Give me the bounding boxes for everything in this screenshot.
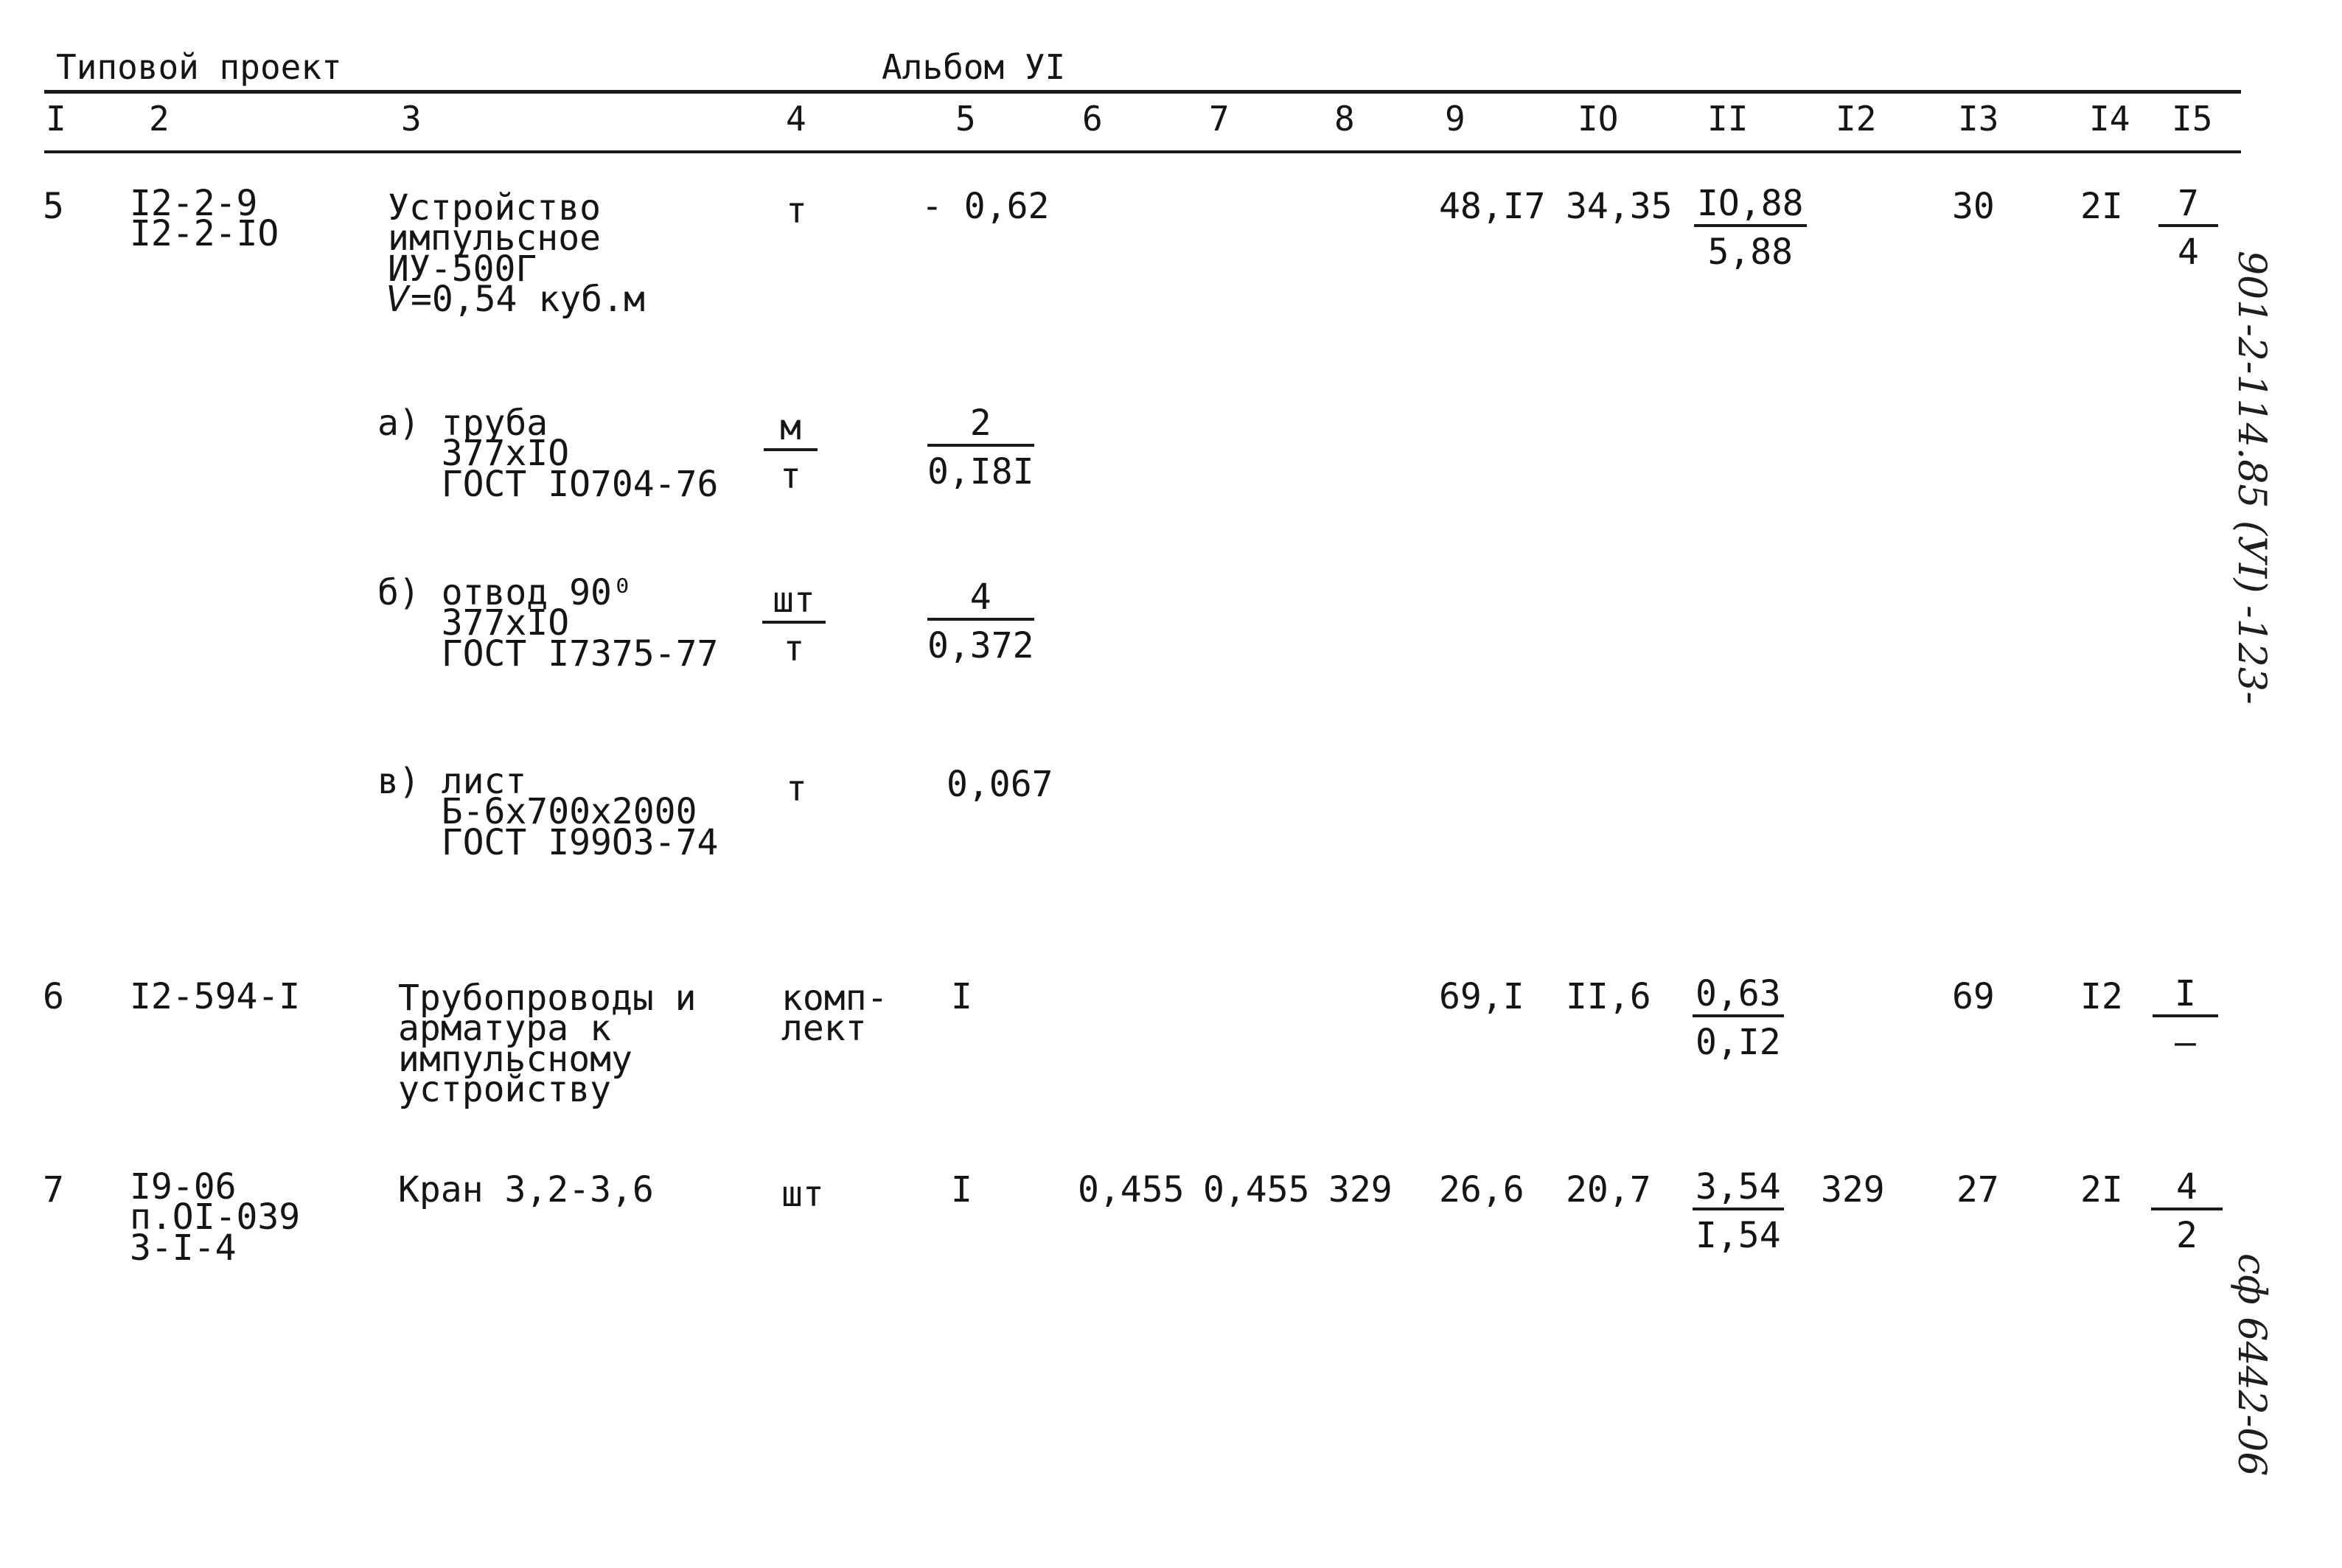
col-4: 4 (786, 99, 806, 139)
item-name: Устройство импульсное ИУ-500Г 𝑉=0,54 куб.м (388, 187, 645, 320)
col7-value: 0,455 (1203, 1169, 1310, 1210)
col15-fraction (2158, 183, 2218, 273)
col-15: I5 (2172, 99, 2213, 139)
col10-value: 20,7 (1566, 1169, 1651, 1210)
col11-numerator: IO,88 (1694, 186, 1807, 227)
header-rule-top (44, 90, 2241, 94)
col15-denominator: 2 (2176, 1215, 2198, 1256)
unit-numerator: шт (762, 582, 826, 624)
col14-value: I2 (2080, 976, 2123, 1017)
col6-value: 0,455 (1078, 1169, 1185, 1210)
col-1: I (46, 99, 66, 139)
col-3: 3 (401, 99, 422, 139)
col9-value: 69,I (1439, 976, 1524, 1017)
quantity: I (951, 1169, 972, 1210)
header-rule-bottom (44, 150, 2241, 153)
col8-value: 329 (1328, 1169, 1393, 1210)
col15-numerator: 7 (2158, 186, 2218, 227)
margin-note-top: 901-2-114.85 (УI) -123- (2229, 251, 2273, 705)
col14-value: 2I (2080, 1169, 2123, 1210)
col12-value: 329 (1821, 1169, 1885, 1210)
col15-fraction (2151, 1166, 2223, 1256)
col15-numerator: I (2153, 976, 2218, 1017)
quantity-denominator: 0,I8I (927, 451, 1034, 492)
col-12: I2 (1836, 99, 1877, 139)
col13-value: 27 (1956, 1169, 1999, 1210)
col11-fraction (1693, 973, 1784, 1063)
sub-item-name: б) отвод 90⁰ 377хIO ГОСТ I7375-77 (377, 572, 719, 675)
col-7: 7 (1209, 99, 1230, 139)
unit-denominator: т (780, 456, 801, 497)
col11-numerator: 3,54 (1693, 1169, 1784, 1210)
col-8: 8 (1334, 99, 1355, 139)
col-10: IO (1578, 99, 1619, 139)
unit: т (786, 190, 807, 231)
col15-numerator: 4 (2151, 1169, 2223, 1210)
sub-item-name: а) труба 377хIO ГОСТ IO704-76 (377, 403, 719, 505)
quantity-numerator: 4 (927, 579, 1034, 621)
project-code: I2-594-I (130, 976, 301, 1017)
col11-denominator: 5,88 (1707, 231, 1794, 273)
col13-value: 30 (1952, 186, 1995, 227)
typical-project-label: Типовой проект (56, 47, 342, 87)
unit: комп- лект (781, 978, 888, 1050)
unit-denominator: т (783, 628, 805, 669)
col-14: I4 (2089, 99, 2130, 139)
quantity-fraction (927, 576, 1034, 666)
item-name: Трубопроводы и арматура к импульсному устройству (398, 978, 697, 1110)
col14-value: 2I (2080, 186, 2123, 227)
col13-value: 69 (1952, 976, 1995, 1017)
col9-value: 48,I7 (1439, 186, 1546, 227)
col10-value: 34,35 (1566, 186, 1673, 227)
col11-fraction (1693, 1166, 1784, 1256)
col9-value: 26,6 (1439, 1169, 1524, 1210)
quantity-numerator: 2 (927, 405, 1034, 447)
row-number: 5 (43, 186, 64, 227)
row-number: 6 (43, 976, 64, 1017)
col15-fraction (2153, 973, 2218, 1063)
col-2: 2 (149, 99, 170, 139)
quantity: I (951, 976, 972, 1017)
project-code: I9-06 п.OI-039 3-I-4 (130, 1166, 301, 1269)
col11-denominator: 0,I2 (1695, 1022, 1781, 1063)
quantity: - 0,62 (921, 186, 1050, 227)
col11-fraction (1694, 183, 1807, 273)
quantity: 0,067 (947, 764, 1053, 805)
col-6: 6 (1082, 99, 1103, 139)
col-11: II (1707, 99, 1749, 139)
item-name: Кран 3,2-3,6 (398, 1169, 654, 1210)
col-13: I3 (1958, 99, 1999, 139)
quantity-denominator: 0,372 (927, 625, 1034, 666)
col11-denominator: I,54 (1695, 1215, 1781, 1256)
unit: шт (781, 1174, 824, 1215)
row-number: 7 (43, 1169, 64, 1210)
album-label: Альбом УI (882, 47, 1066, 87)
unit-fraction (764, 407, 818, 497)
sub-item-name: в) лист Б-6х700х2000 ГОСТ I99O3-74 (377, 761, 719, 863)
col15-denominator: 4 (2178, 231, 2199, 273)
unit: т (786, 768, 807, 809)
unit-numerator: м (764, 410, 818, 451)
col-9: 9 (1445, 99, 1466, 139)
col10-value: II,6 (1566, 976, 1651, 1017)
col15-denominator: – (2175, 1022, 2196, 1063)
unit-fraction (762, 579, 826, 669)
project-code: I2-2-9 I2-2-IO (130, 183, 279, 255)
col-5: 5 (955, 99, 976, 139)
margin-note-bottom: сф 6442-06 (2229, 1253, 2273, 1477)
quantity-fraction (927, 403, 1034, 492)
col11-numerator: 0,63 (1693, 976, 1784, 1017)
